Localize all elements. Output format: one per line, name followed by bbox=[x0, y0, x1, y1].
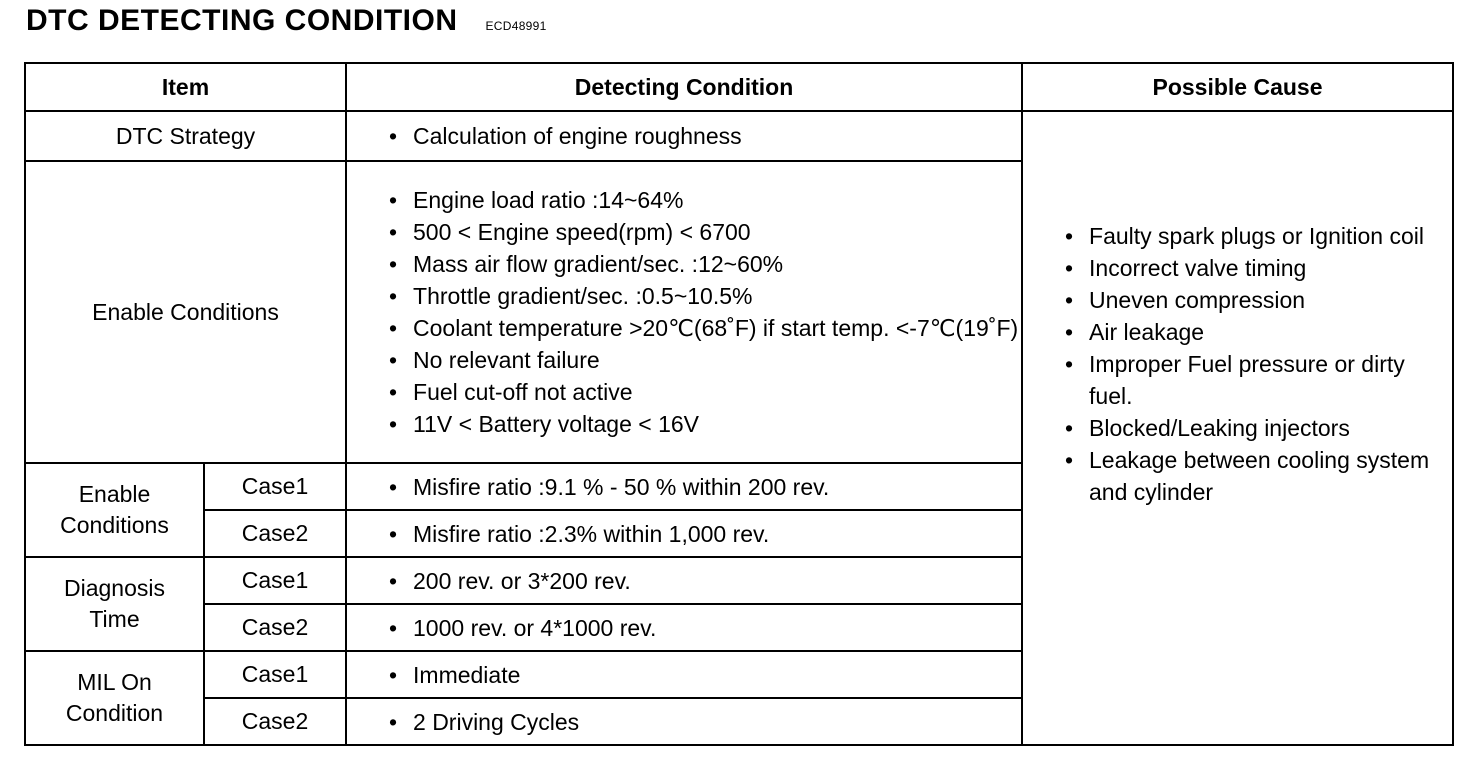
bullet-icon: • bbox=[389, 219, 398, 245]
list-item: • Faulty spark plugs or Ignition coil bbox=[1061, 220, 1452, 252]
list-item: • Calculation of engine roughness bbox=[385, 120, 1021, 152]
table-header-row bbox=[25, 63, 1453, 111]
case-label: Case1 bbox=[204, 463, 346, 510]
list-item: • 11V < Battery voltage < 16V bbox=[385, 408, 1021, 440]
list-item: • Mass air flow gradient/sec. :12~60% bbox=[385, 248, 1021, 280]
case-value bbox=[346, 510, 1022, 557]
enable-conditions-label: Enable Conditions bbox=[25, 161, 346, 463]
list-item: • Misfire ratio :2.3% within 1,000 rev. bbox=[385, 518, 1021, 550]
bullet-icon: • bbox=[389, 708, 398, 735]
list-item: • Coolant temperature >20℃(68˚F) if start temp. <-7℃(19˚F) bbox=[385, 312, 1021, 344]
bullet-icon: • bbox=[389, 283, 398, 309]
list-item: • 500 < Engine speed(rpm) < 6700 bbox=[385, 216, 1021, 248]
mil-on-condition-label: MIL On Condition bbox=[25, 651, 204, 745]
bullet-icon: • bbox=[389, 661, 398, 688]
case-value bbox=[346, 604, 1022, 651]
case-value bbox=[346, 463, 1022, 510]
dtc-condition-table bbox=[24, 62, 1454, 746]
case-value bbox=[346, 698, 1022, 745]
list-item: • 200 rev. or 3*200 rev. bbox=[385, 565, 1021, 597]
dtc-strategy-conditions bbox=[346, 111, 1022, 161]
possible-causes-list bbox=[1061, 220, 1452, 508]
bullet-icon: • bbox=[1065, 351, 1074, 377]
header-detecting-condition: Detecting Condition bbox=[346, 63, 1022, 111]
list-item: • Throttle gradient/sec. :0.5~10.5% bbox=[385, 280, 1021, 312]
document-code: ECD48991 bbox=[485, 19, 547, 33]
list-item: • Fuel cut-off not active bbox=[385, 376, 1021, 408]
bullet-icon: • bbox=[389, 187, 398, 213]
bullet-icon: • bbox=[1065, 447, 1074, 473]
case-label: Case1 bbox=[204, 651, 346, 698]
bullet-icon: • bbox=[1065, 287, 1074, 313]
page-header bbox=[26, 4, 547, 44]
bullet-icon: • bbox=[1065, 319, 1074, 345]
bullet-icon: • bbox=[389, 347, 398, 373]
dtc-strategy-label: DTC Strategy bbox=[25, 111, 346, 161]
bullet-icon: • bbox=[1065, 255, 1074, 281]
list-item: • 2 Driving Cycles bbox=[385, 706, 1021, 738]
bullet-icon: • bbox=[389, 315, 398, 341]
list-item: • Immediate bbox=[385, 659, 1021, 691]
list-item: • Blocked/Leaking injectors bbox=[1061, 412, 1452, 444]
case-label: Case2 bbox=[204, 698, 346, 745]
page-title: DTC DETECTING CONDITION bbox=[26, 4, 458, 37]
list-item: • Uneven compression bbox=[1061, 284, 1452, 316]
possible-causes-cell bbox=[1022, 111, 1453, 745]
table-row-dtc-strategy bbox=[25, 111, 1453, 161]
bullet-icon: • bbox=[389, 411, 398, 437]
case-label: Case2 bbox=[204, 510, 346, 557]
bullet-icon: • bbox=[389, 123, 398, 149]
bullet-icon: • bbox=[389, 379, 398, 405]
list-item: • Incorrect valve timing bbox=[1061, 252, 1452, 284]
list-item: • No relevant failure bbox=[385, 344, 1021, 376]
list-item: • Misfire ratio :9.1 % - 50 % within 200 rev. bbox=[385, 471, 1021, 503]
case-label: Case1 bbox=[204, 557, 346, 604]
enable-cases-label: Enable Conditions bbox=[25, 463, 204, 557]
list-item: • Engine load ratio :14~64% bbox=[385, 184, 1021, 216]
dtc-strategy-list bbox=[385, 120, 1021, 152]
bullet-icon: • bbox=[389, 520, 398, 547]
diagnosis-time-label: Diagnosis Time bbox=[25, 557, 204, 651]
header-possible-cause: Possible Cause bbox=[1022, 63, 1453, 111]
bullet-icon: • bbox=[389, 251, 398, 277]
bullet-icon: • bbox=[1065, 223, 1074, 249]
bullet-icon: • bbox=[389, 567, 398, 594]
list-item: • Improper Fuel pressure or dirty fuel. bbox=[1061, 348, 1452, 412]
bullet-icon: • bbox=[1065, 415, 1074, 441]
bullet-icon: • bbox=[389, 614, 398, 641]
list-item: • 1000 rev. or 4*1000 rev. bbox=[385, 612, 1021, 644]
case-label: Case2 bbox=[204, 604, 346, 651]
enable-conditions-list bbox=[385, 184, 1021, 440]
case-value bbox=[346, 651, 1022, 698]
enable-conditions-list-cell bbox=[346, 161, 1022, 463]
case-value bbox=[346, 557, 1022, 604]
bullet-icon: • bbox=[389, 473, 398, 500]
list-item: • Leakage between cooling system and cylinder bbox=[1061, 444, 1452, 508]
header-item: Item bbox=[25, 63, 346, 111]
list-item: • Air leakage bbox=[1061, 316, 1452, 348]
